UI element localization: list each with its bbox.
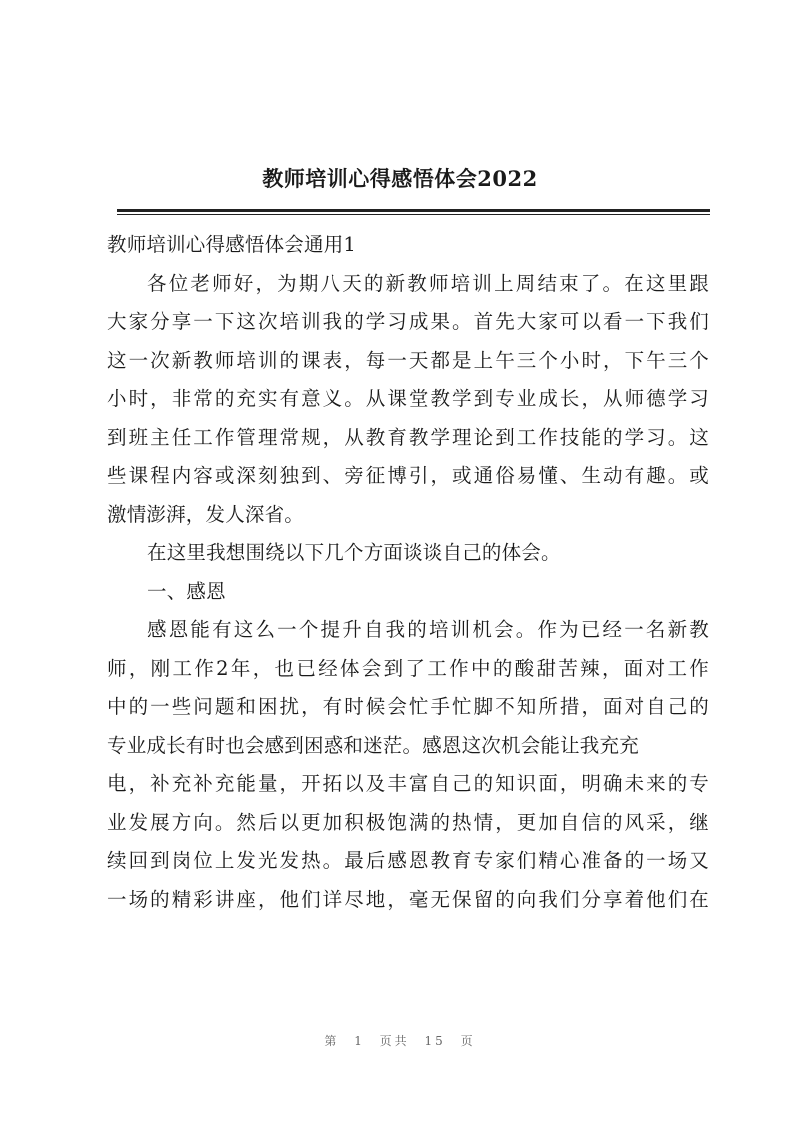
paragraph-line: 在这里我想围绕以下几个方面谈谈自己的体会。 bbox=[147, 541, 561, 564]
paragraph-line: 专业成长有时也会感到困惑和迷茫。感恩这次机会能让我充充 bbox=[107, 733, 639, 757]
document-title: 教师培训心得感悟体会2022 bbox=[262, 166, 538, 191]
title-divider bbox=[117, 209, 710, 212]
paragraph-line: 师，刚工作2年，也已经体会到了工作中的酸甜苦辣，面对工作 bbox=[107, 656, 709, 680]
paragraph-line: 小时，非常的充实有意义。从课堂教学到专业成长，从师德学习 bbox=[107, 387, 709, 410]
paragraph-line: 中的一些问题和困扰，有时候会忙手忙脚不知所措，面对自己的 bbox=[107, 695, 709, 718]
paragraph-line: 续回到岗位上发光发热。最后感恩教育专家们精心准备的一场又 bbox=[107, 849, 709, 872]
paragraph-line: 些课程内容或深刻独到、旁征博引，或通俗易懂、生动有趣。或 bbox=[107, 464, 709, 487]
page-number-footer: 第 1 页共 15 页 bbox=[324, 1034, 476, 1048]
section-heading: 一、感恩 bbox=[147, 579, 226, 603]
section-subtitle: 教师培训心得感悟体会通用1 bbox=[107, 233, 357, 256]
paragraph-line: 各位老师好，为期八天的新教师培训上周结束了。在这里跟 bbox=[147, 271, 709, 295]
paragraph-line: 一场的精彩讲座，他们详尽地，毫无保留的向我们分享着他们在 bbox=[107, 887, 709, 911]
paragraph-line: 大家分享一下这次培训我的学习成果。首先大家可以看一下我们 bbox=[107, 310, 709, 333]
document-body bbox=[107, 226, 709, 919]
paragraph-line: 激情澎湃，发人深省。 bbox=[107, 502, 305, 526]
paragraph-line: 电，补充补充能量，开拓以及丰富自己的知识面，明确未来的专 bbox=[107, 772, 709, 795]
paragraph-line: 感恩能有这么一个提升自我的培训机会。作为已经一名新教 bbox=[147, 618, 709, 641]
paragraph-line: 到班主任工作管理常规，从教育教学理论到工作技能的学习。这 bbox=[107, 425, 709, 449]
paragraph-line: 业发展方向。然后以更加积极饱满的热情，更加自信的风采，继 bbox=[107, 810, 709, 834]
paragraph-line: 这一次新教师培训的课表，每一天都是上午三个小时，下午三个 bbox=[107, 348, 709, 372]
